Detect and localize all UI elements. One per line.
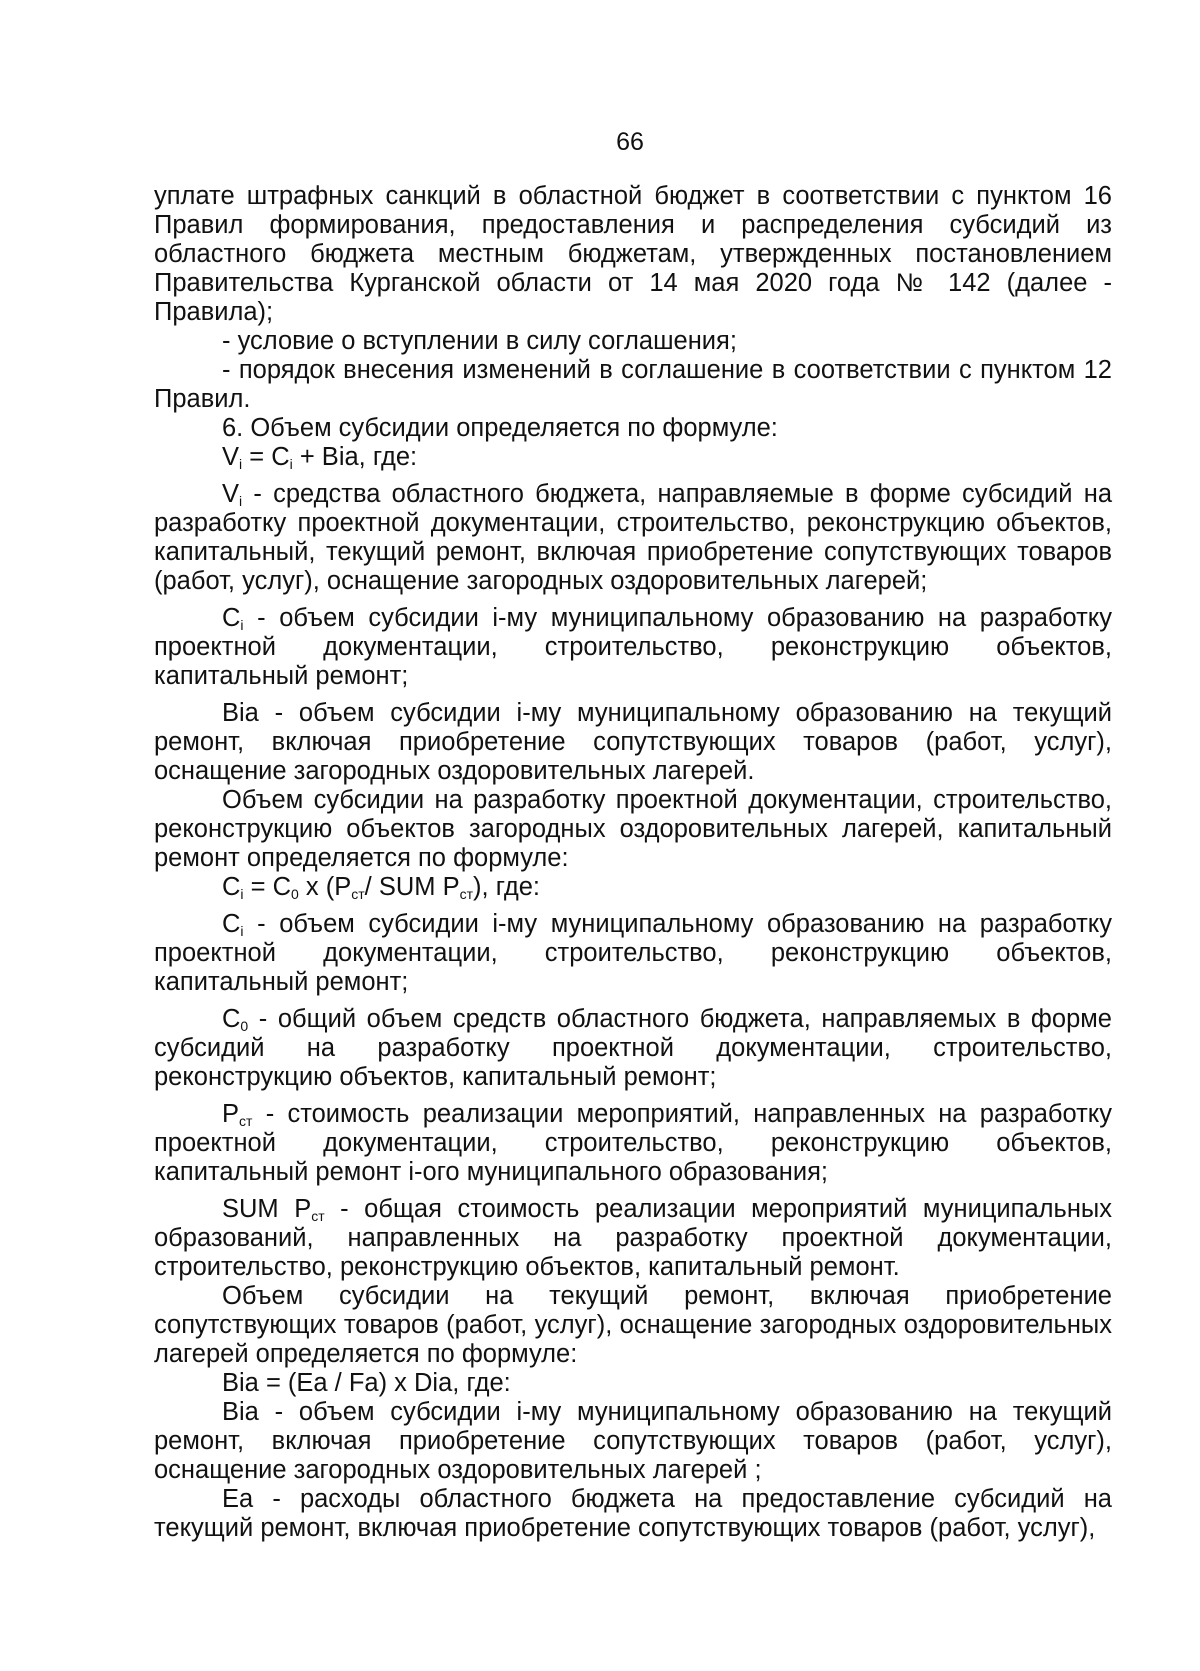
definition-vi: $V_i$ - средства областного бюджета, направляемые в форме субсидий на разработку проектной документации, строительство, реконструкцию объектов, капитальный, текущий ремонт, включая приобретение сопутствующих товаров (работ, услуг), оснащение загородных оздоровительных лагерей; [154,480,1112,595]
page-number: 66 [616,128,644,156]
formula-bia: Bia = (Ea / Fa) x Dia, где: [222,1369,511,1397]
formula-ci: $C_i = C_0$ x ($P_{ст}/$ SUM $P_{ст}$), где: [222,873,540,902]
formula-vi: $V_i = C_i$ + Bia, где: [222,443,418,472]
definition-bia: Bia - объем субсидии i-му муниципальному образованию на текущий ремонт, включая приобретение сопутствующих товаров (работ, услуг), оснащение загородных оздоровительных лагерей. [154,699,1112,785]
document-body [154,182,1112,1543]
definition-c0: $C_0$ - общий объем средств областного бюджета, направляемых в форме субсидий на разработку проектной документации, строительство, реконструкцию объектов, капитальный ремонт; [154,1005,1112,1091]
paragraph: 6. Объем субсидии определяется по формуле: [222,414,778,442]
definition-bia: Bia - объем субсидии i-му муниципальному образованию на текущий ремонт, включая приобретение сопутствующих товаров (работ, услуг), оснащение загородных оздоровительных лагерей ; [154,1398,1112,1484]
paragraph: уплате штрафных санкций в областной бюджет в соответствии с пунктом 16 Правил формирования, предоставления и распределения субсидий из областного бюджета местным бюджетам, утвержденных постановлением Правительства Курганской области от 14 мая 2020 года № 142 (далее - Правила); [154,182,1112,326]
list-item: - порядок внесения изменений в соглашение в соответствии с пунктом 12 Правил. [154,356,1112,413]
definition-ea: Ea - расходы областного бюджета на предоставление субсидий на текущий ремонт, включая приобретение сопутствующих товаров (работ, услуг), [154,1485,1112,1542]
definition-sum-pst: SUM $P_{ст}$ - общая стоимость реализации мероприятий муниципальных образований, направленных на разработку проектной документации, строительство, реконструкцию объектов, капитальный ремонт. [154,1195,1112,1281]
paragraph: Объем субсидии на текущий ремонт, включая приобретение сопутствующих товаров (работ, услуг), оснащение загородных оздоровительных лагерей определяется по формуле: [154,1282,1112,1368]
list-item: - условие о вступлении в силу соглашения; [222,327,737,355]
paragraph: Объем субсидии на разработку проектной документации, строительство, реконструкцию объектов загородных оздоровительных лагерей, капитальный ремонт определяется по формуле: [154,786,1112,872]
definition-ci: $C_i$ - объем субсидии i-му муниципальному образованию на разработку проектной документации, строительство, реконструкцию объектов, капитальный ремонт; [154,910,1112,996]
definition-pst: $P_{ст}$ - стоимость реализации мероприятий, направленных на разработку проектной документации, строительство, реконструкцию объектов, капитальный ремонт i-ого муниципального образования; [154,1100,1112,1186]
definition-ci: $C_i$ - объем субсидии i-му муниципальному образованию на разработку проектной документации, строительство, реконструкцию объектов, капитальный ремонт; [154,604,1112,690]
